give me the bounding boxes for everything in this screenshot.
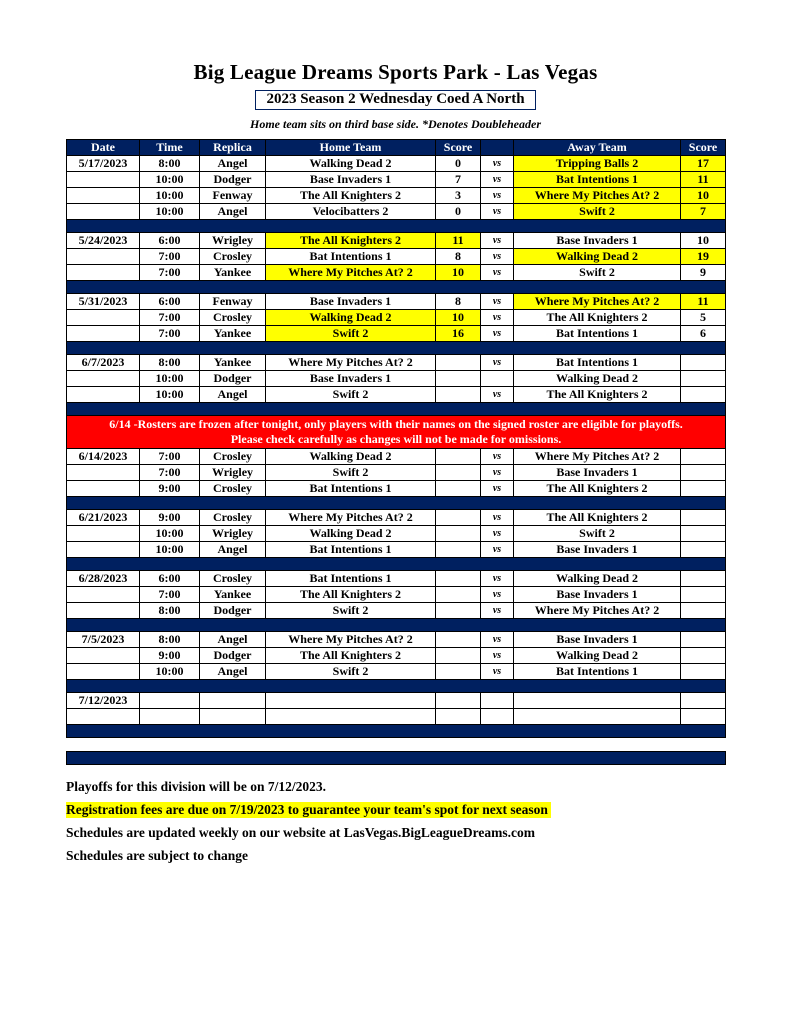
replica-cell: Angel [200, 632, 266, 648]
date-cell: 6/14/2023 [67, 449, 140, 465]
notice-cell [67, 416, 726, 449]
time-cell: 7:00 [140, 326, 200, 342]
playoffs-note: Playoffs for this division will be on 7/12/2023. [66, 779, 327, 794]
time-cell: 10:00 [140, 526, 200, 542]
away-team-cell: Where My Pitches At? 2 [514, 449, 681, 465]
away-team-cell: Swift 2 [514, 265, 681, 281]
separator-row [67, 342, 726, 355]
away-team-cell: Walking Dead 2 [514, 249, 681, 265]
away-score-cell: 17 [681, 156, 726, 172]
home-team-cell: Where My Pitches At? 2 [266, 265, 436, 281]
replica-cell: Crosley [200, 481, 266, 497]
game-row [67, 233, 726, 249]
vs-cell: vs [481, 294, 514, 310]
vs-cell: vs [481, 265, 514, 281]
away-team-cell: Where My Pitches At? 2 [514, 188, 681, 204]
date-cell [67, 481, 140, 497]
date-cell [67, 587, 140, 603]
website-note: Schedules are updated weekly on our website at LasVegas.BigLeagueDreams.com [66, 825, 536, 840]
away-score-cell [681, 449, 726, 465]
game-row [67, 387, 726, 403]
header-home-score: Score [436, 140, 481, 156]
replica-cell: Dodger [200, 603, 266, 619]
game-row [67, 603, 726, 619]
away-team-cell: Where My Pitches At? 2 [514, 294, 681, 310]
time-cell: 9:00 [140, 510, 200, 526]
home-score-cell: 10 [436, 310, 481, 326]
game-row [67, 542, 726, 558]
vs-cell: vs [481, 542, 514, 558]
vs-cell: vs [481, 387, 514, 403]
vs-cell: vs [481, 326, 514, 342]
date-cell [67, 664, 140, 680]
vs-cell: vs [481, 632, 514, 648]
vs-cell: vs [481, 233, 514, 249]
away-score-cell [681, 664, 726, 680]
registration-note: Registration fees are due on 7/19/2023 to guarantee your team's spot for next season [66, 802, 551, 818]
date-cell [67, 310, 140, 326]
home-score-cell [436, 587, 481, 603]
game-row [67, 510, 726, 526]
away-team-cell: Bat Intentions 1 [514, 355, 681, 371]
notice-line-2: Please check carefully as changes will not be made for omissions. [230, 432, 562, 446]
home-score-cell [436, 542, 481, 558]
time-cell [140, 709, 200, 725]
home-score-cell: 7 [436, 172, 481, 188]
home-score-cell [436, 355, 481, 371]
date-cell [67, 249, 140, 265]
away-score-cell [681, 526, 726, 542]
home-score-cell [436, 603, 481, 619]
home-team-cell: Where My Pitches At? 2 [266, 510, 436, 526]
time-cell: 6:00 [140, 233, 200, 249]
away-team-cell: Base Invaders 1 [514, 587, 681, 603]
date-cell: 5/24/2023 [67, 233, 140, 249]
away-score-cell [681, 542, 726, 558]
vs-cell: vs [481, 172, 514, 188]
header-replica: Replica [200, 140, 266, 156]
vs-cell: vs [481, 449, 514, 465]
replica-cell [200, 693, 266, 709]
away-team-cell: Bat Intentions 1 [514, 664, 681, 680]
separator-bar [67, 752, 726, 765]
home-team-cell: Bat Intentions 1 [266, 571, 436, 587]
away-team-cell: Base Invaders 1 [514, 465, 681, 481]
date-cell [67, 526, 140, 542]
home-score-cell: 11 [436, 233, 481, 249]
separator-bar [67, 680, 726, 693]
home-team-cell [266, 693, 436, 709]
away-team-cell: The All Knighters 2 [514, 387, 681, 403]
date-cell [67, 265, 140, 281]
header-time: Time [140, 140, 200, 156]
home-score-cell [436, 510, 481, 526]
separator-bar [67, 725, 726, 738]
separator-row [67, 403, 726, 416]
subtitle-row [0, 90, 791, 110]
time-cell: 10:00 [140, 664, 200, 680]
time-cell: 10:00 [140, 387, 200, 403]
date-cell: 6/28/2023 [67, 571, 140, 587]
vs-cell [481, 371, 514, 387]
date-cell [67, 465, 140, 481]
spacer-row [67, 738, 726, 752]
separator-row [67, 680, 726, 693]
replica-cell: Crosley [200, 310, 266, 326]
home-score-cell [436, 571, 481, 587]
separator-row [67, 558, 726, 571]
game-row [67, 664, 726, 680]
header-date: Date [67, 140, 140, 156]
game-row [67, 465, 726, 481]
home-score-cell [436, 632, 481, 648]
game-row [67, 709, 726, 725]
home-team-cell: The All Knighters 2 [266, 233, 436, 249]
time-cell: 7:00 [140, 265, 200, 281]
vs-cell: vs [481, 603, 514, 619]
away-score-cell: 7 [681, 204, 726, 220]
away-score-cell: 11 [681, 172, 726, 188]
away-team-cell: Base Invaders 1 [514, 233, 681, 249]
game-row [67, 172, 726, 188]
game-row [67, 648, 726, 664]
home-score-cell [436, 693, 481, 709]
game-row [67, 294, 726, 310]
vs-cell: vs [481, 510, 514, 526]
home-team-cell: Walking Dead 2 [266, 156, 436, 172]
away-score-cell [681, 371, 726, 387]
home-team-cell: Base Invaders 1 [266, 294, 436, 310]
away-team-cell [514, 709, 681, 725]
game-row [67, 326, 726, 342]
page-title: Big League Dreams Sports Park - Las Vegas [193, 60, 598, 84]
date-cell: 7/5/2023 [67, 632, 140, 648]
home-team-cell: Swift 2 [266, 387, 436, 403]
replica-cell [200, 709, 266, 725]
away-score-cell: 6 [681, 326, 726, 342]
date-cell [67, 648, 140, 664]
game-row [67, 632, 726, 648]
home-team-note: Home team sits on third base side. *Denotes Doubleheader [250, 117, 541, 131]
home-team-cell: The All Knighters 2 [266, 188, 436, 204]
subject-to-change-note: Schedules are subject to change [66, 848, 248, 863]
vs-cell: vs [481, 481, 514, 497]
vs-cell: vs [481, 204, 514, 220]
home-score-cell: 16 [436, 326, 481, 342]
home-score-cell [436, 664, 481, 680]
away-score-cell [681, 587, 726, 603]
time-cell: 7:00 [140, 249, 200, 265]
replica-cell: Dodger [200, 172, 266, 188]
date-cell [67, 204, 140, 220]
separator-bar [67, 403, 726, 416]
time-cell: 10:00 [140, 204, 200, 220]
home-score-cell: 0 [436, 204, 481, 220]
game-row [67, 449, 726, 465]
home-score-cell [436, 481, 481, 497]
away-score-cell [681, 387, 726, 403]
away-team-cell: Bat Intentions 1 [514, 326, 681, 342]
page-subtitle: 2023 Season 2 Wednesday Coed A North [255, 90, 535, 110]
away-score-cell: 5 [681, 310, 726, 326]
away-score-cell: 19 [681, 249, 726, 265]
date-cell: 6/7/2023 [67, 355, 140, 371]
time-cell: 7:00 [140, 310, 200, 326]
away-team-cell: Base Invaders 1 [514, 542, 681, 558]
replica-cell: Angel [200, 664, 266, 680]
replica-cell: Wrigley [200, 526, 266, 542]
time-cell: 8:00 [140, 632, 200, 648]
table-header [67, 140, 726, 156]
game-row [67, 371, 726, 387]
game-row [67, 526, 726, 542]
replica-cell: Crosley [200, 510, 266, 526]
time-cell: 7:00 [140, 465, 200, 481]
notice-line-1: 6/14 -Rosters are frozen after tonight, only players with their names on the signed roster are eligible for playoffs. [109, 417, 683, 431]
separator-row [67, 725, 726, 738]
notice-row [67, 416, 726, 449]
home-team-cell: Swift 2 [266, 603, 436, 619]
away-team-cell [514, 693, 681, 709]
replica-cell: Yankee [200, 587, 266, 603]
home-score-cell [436, 449, 481, 465]
home-team-cell: Velocibatters 2 [266, 204, 436, 220]
away-score-cell [681, 632, 726, 648]
game-row [67, 204, 726, 220]
home-score-cell: 10 [436, 265, 481, 281]
game-row [67, 587, 726, 603]
away-team-cell: Walking Dead 2 [514, 371, 681, 387]
footer-notes [66, 779, 791, 864]
header-away-score: Score [681, 140, 726, 156]
home-team-cell: Walking Dead 2 [266, 526, 436, 542]
separator-bar [67, 220, 726, 233]
time-cell: 10:00 [140, 371, 200, 387]
time-cell: 6:00 [140, 294, 200, 310]
replica-cell: Crosley [200, 449, 266, 465]
spacer-cell [67, 738, 726, 752]
home-score-cell [436, 526, 481, 542]
separator-row [67, 619, 726, 632]
date-cell [67, 172, 140, 188]
date-cell [67, 387, 140, 403]
vs-cell: vs [481, 310, 514, 326]
away-score-cell [681, 465, 726, 481]
separator-bar [67, 619, 726, 632]
home-team-cell: Walking Dead 2 [266, 310, 436, 326]
header-away-team: Away Team [514, 140, 681, 156]
time-cell: 7:00 [140, 587, 200, 603]
date-cell [67, 326, 140, 342]
away-score-cell [681, 510, 726, 526]
replica-cell: Dodger [200, 648, 266, 664]
header-vs [481, 140, 514, 156]
schedule-table-body [67, 156, 726, 765]
away-team-cell: Walking Dead 2 [514, 571, 681, 587]
replica-cell: Wrigley [200, 465, 266, 481]
away-score-cell [681, 355, 726, 371]
time-cell: 10:00 [140, 188, 200, 204]
date-cell: 5/31/2023 [67, 294, 140, 310]
away-team-cell: Base Invaders 1 [514, 632, 681, 648]
date-cell [67, 188, 140, 204]
time-cell: 8:00 [140, 156, 200, 172]
date-cell [67, 542, 140, 558]
away-team-cell: Swift 2 [514, 204, 681, 220]
away-team-cell: Tripping Balls 2 [514, 156, 681, 172]
home-team-cell [266, 709, 436, 725]
separator-row [67, 220, 726, 233]
home-team-cell: The All Knighters 2 [266, 587, 436, 603]
home-team-cell: Bat Intentions 1 [266, 542, 436, 558]
replica-cell: Angel [200, 204, 266, 220]
home-team-cell: Where My Pitches At? 2 [266, 355, 436, 371]
separator-bar [67, 281, 726, 294]
vs-cell: vs [481, 156, 514, 172]
time-cell: 10:00 [140, 172, 200, 188]
time-cell [140, 693, 200, 709]
schedule-table [66, 139, 726, 765]
replica-cell: Yankee [200, 326, 266, 342]
away-score-cell [681, 571, 726, 587]
home-team-cell: Bat Intentions 1 [266, 481, 436, 497]
home-team-cell: Swift 2 [266, 465, 436, 481]
replica-cell: Angel [200, 542, 266, 558]
home-team-cell: Base Invaders 1 [266, 172, 436, 188]
vs-cell: vs [481, 188, 514, 204]
time-cell: 9:00 [140, 481, 200, 497]
home-team-cell: Swift 2 [266, 664, 436, 680]
home-score-cell: 8 [436, 294, 481, 310]
time-cell: 8:00 [140, 603, 200, 619]
home-team-cell: Bat Intentions 1 [266, 249, 436, 265]
away-score-cell [681, 481, 726, 497]
replica-cell: Crosley [200, 571, 266, 587]
header-row [67, 140, 726, 156]
away-score-cell [681, 693, 726, 709]
vs-cell: vs [481, 526, 514, 542]
away-team-cell: The All Knighters 2 [514, 510, 681, 526]
registration-note-row [66, 802, 791, 818]
game-row [67, 355, 726, 371]
replica-cell: Yankee [200, 265, 266, 281]
game-row [67, 571, 726, 587]
vs-cell: vs [481, 571, 514, 587]
home-team-cell: Base Invaders 1 [266, 371, 436, 387]
away-team-cell: Walking Dead 2 [514, 648, 681, 664]
game-row [67, 310, 726, 326]
away-team-cell: Where My Pitches At? 2 [514, 603, 681, 619]
replica-cell: Fenway [200, 294, 266, 310]
separator-bar [67, 558, 726, 571]
home-team-cell: Walking Dead 2 [266, 449, 436, 465]
vs-cell: vs [481, 587, 514, 603]
date-cell [67, 371, 140, 387]
home-score-cell [436, 387, 481, 403]
away-team-cell: The All Knighters 2 [514, 310, 681, 326]
game-row [67, 188, 726, 204]
separator-bar [67, 342, 726, 355]
away-score-cell: 10 [681, 233, 726, 249]
home-score-cell [436, 709, 481, 725]
away-score-cell [681, 709, 726, 725]
home-score-cell: 8 [436, 249, 481, 265]
separator-bar [67, 497, 726, 510]
separator-row [67, 752, 726, 765]
game-row [67, 481, 726, 497]
replica-cell: Dodger [200, 371, 266, 387]
replica-cell: Crosley [200, 249, 266, 265]
vs-cell: vs [481, 355, 514, 371]
replica-cell: Angel [200, 387, 266, 403]
game-row [67, 693, 726, 709]
replica-cell: Fenway [200, 188, 266, 204]
away-score-cell: 9 [681, 265, 726, 281]
time-cell: 7:00 [140, 449, 200, 465]
vs-cell [481, 709, 514, 725]
away-team-cell: Swift 2 [514, 526, 681, 542]
home-team-cell: Where My Pitches At? 2 [266, 632, 436, 648]
date-cell [67, 603, 140, 619]
date-cell: 6/21/2023 [67, 510, 140, 526]
away-score-cell: 11 [681, 294, 726, 310]
home-score-cell [436, 648, 481, 664]
replica-cell: Wrigley [200, 233, 266, 249]
home-score-cell: 3 [436, 188, 481, 204]
away-team-cell: The All Knighters 2 [514, 481, 681, 497]
game-row [67, 265, 726, 281]
separator-row [67, 281, 726, 294]
replica-cell: Angel [200, 156, 266, 172]
vs-cell: vs [481, 648, 514, 664]
home-score-cell [436, 371, 481, 387]
away-team-cell: Bat Intentions 1 [514, 172, 681, 188]
home-score-cell [436, 465, 481, 481]
game-row [67, 249, 726, 265]
replica-cell: Yankee [200, 355, 266, 371]
home-score-cell: 0 [436, 156, 481, 172]
date-cell: 7/12/2023 [67, 693, 140, 709]
vs-cell: vs [481, 465, 514, 481]
separator-row [67, 497, 726, 510]
header-home-team: Home Team [266, 140, 436, 156]
date-cell: 5/17/2023 [67, 156, 140, 172]
away-score-cell [681, 603, 726, 619]
time-cell: 6:00 [140, 571, 200, 587]
date-cell [67, 709, 140, 725]
away-score-cell [681, 648, 726, 664]
time-cell: 8:00 [140, 355, 200, 371]
vs-cell [481, 693, 514, 709]
home-team-cell: Swift 2 [266, 326, 436, 342]
time-cell: 9:00 [140, 648, 200, 664]
game-row [67, 156, 726, 172]
away-score-cell: 10 [681, 188, 726, 204]
home-team-cell: The All Knighters 2 [266, 648, 436, 664]
vs-cell: vs [481, 249, 514, 265]
time-cell: 10:00 [140, 542, 200, 558]
vs-cell: vs [481, 664, 514, 680]
